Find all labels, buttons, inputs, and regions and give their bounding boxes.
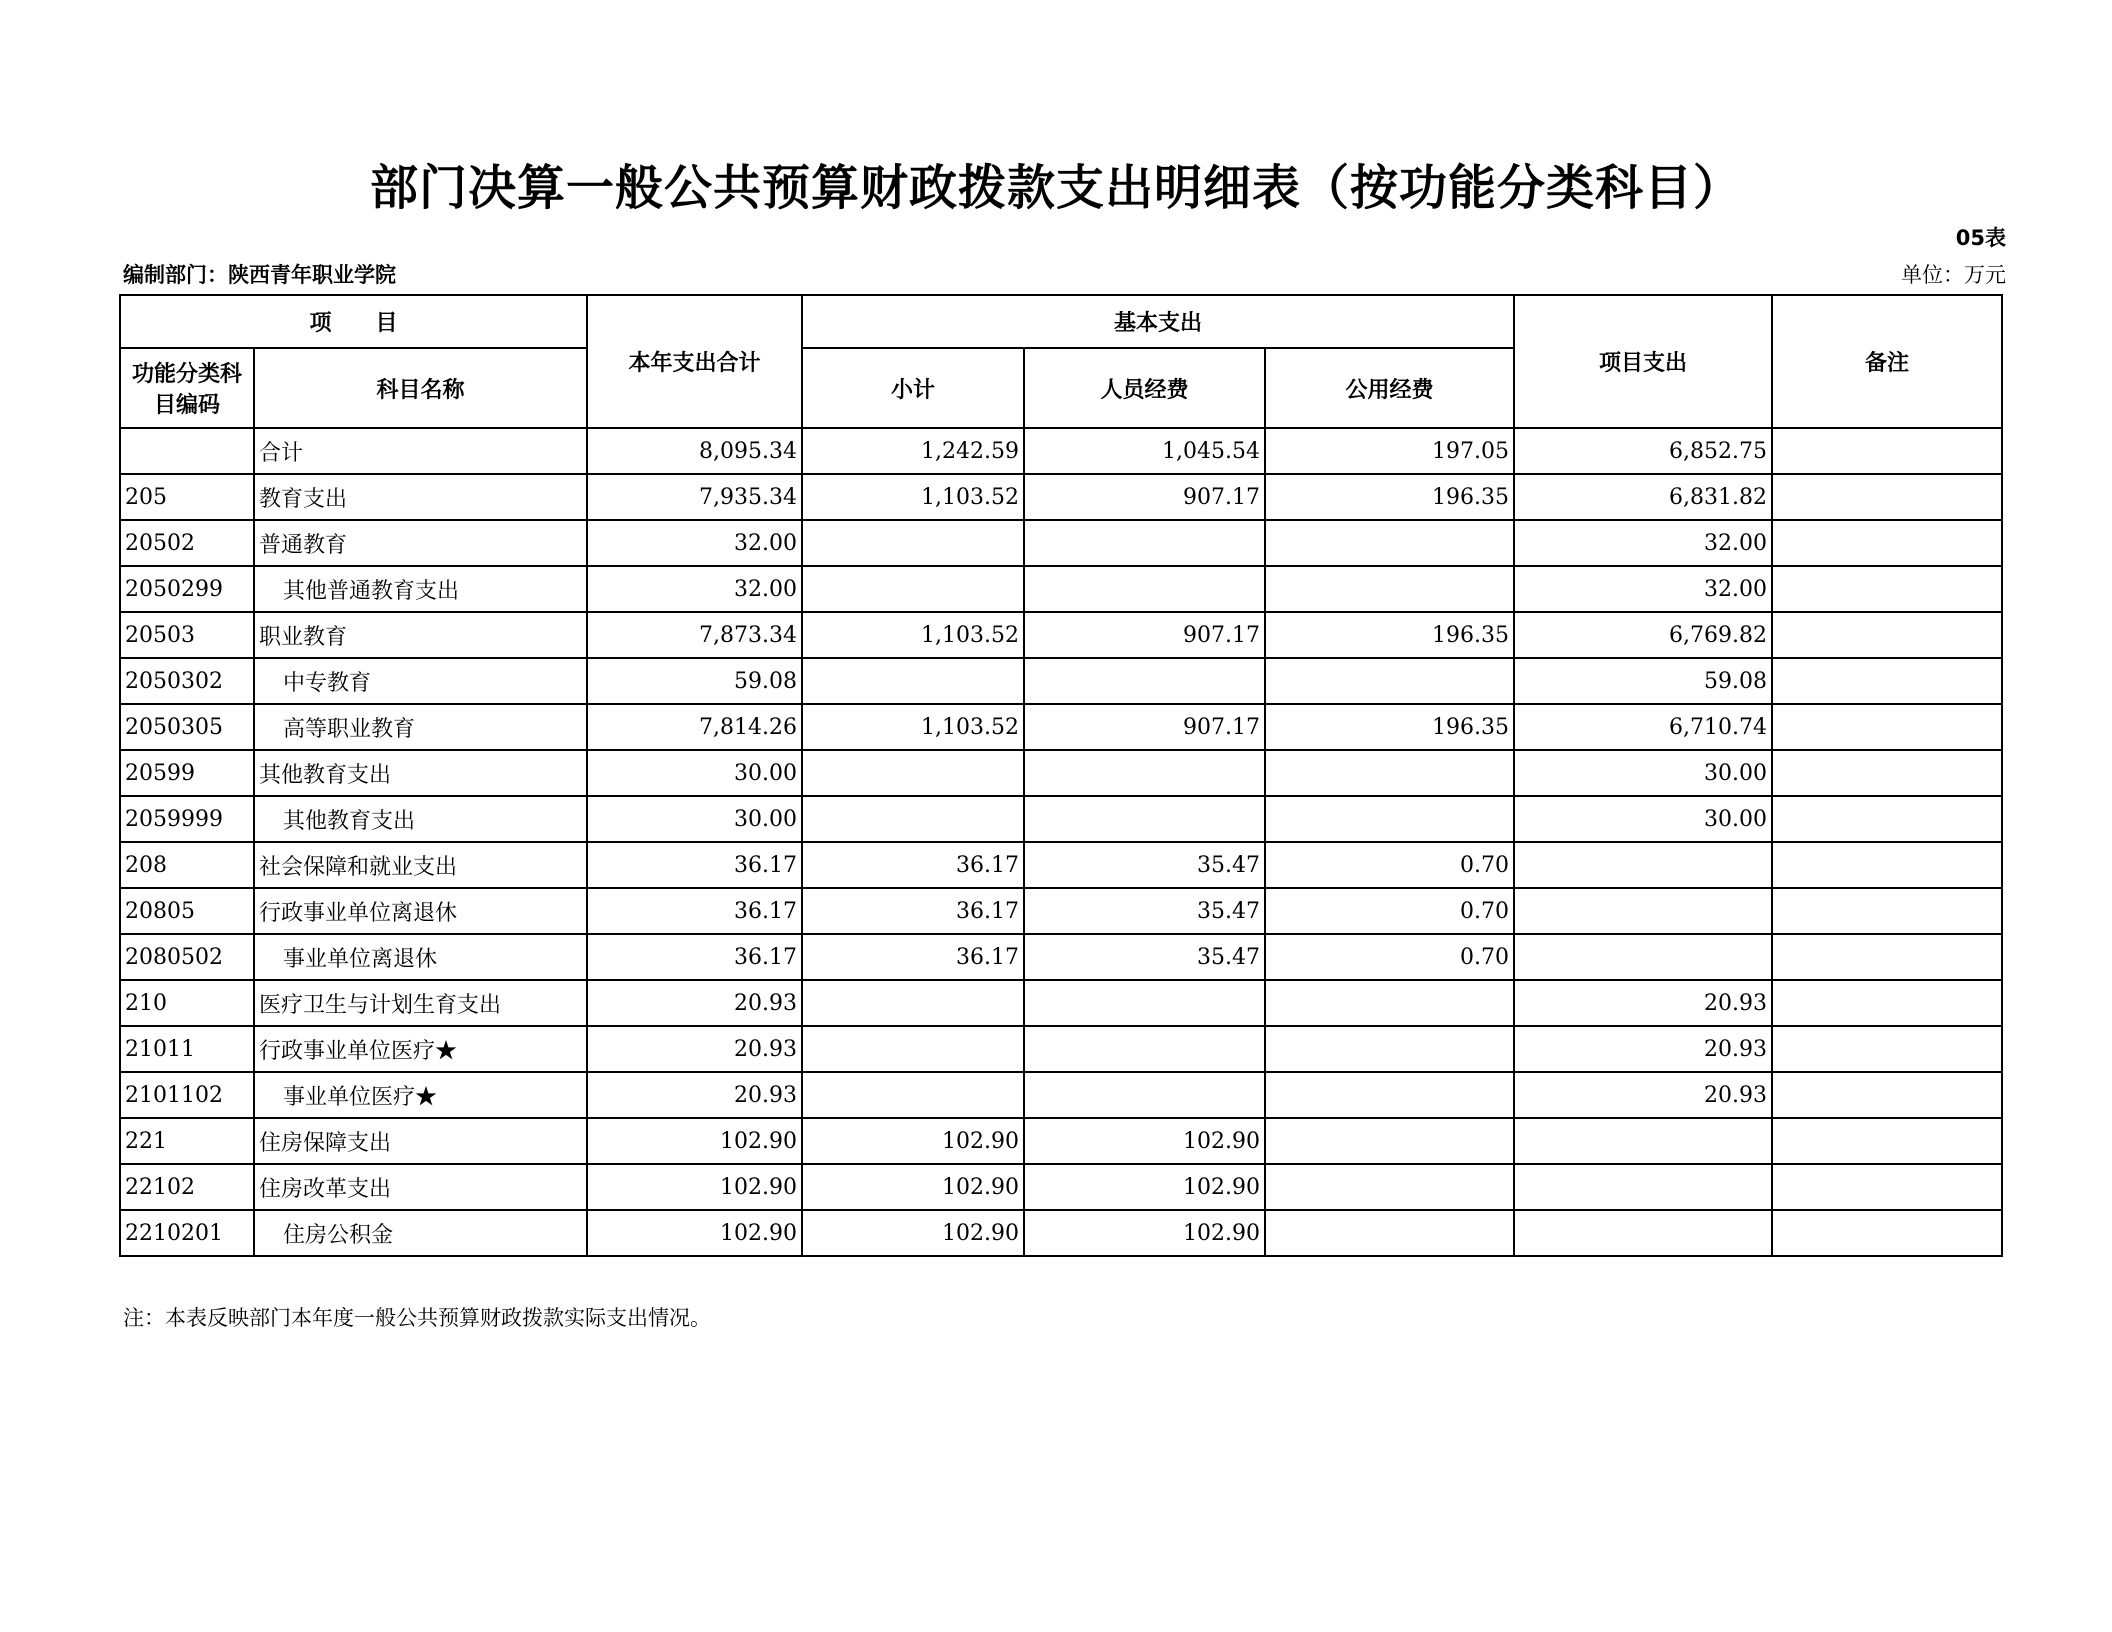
cell-personnel [1024,796,1265,842]
cell-project: 32.00 [1514,566,1772,612]
cell-public: 197.05 [1265,428,1514,474]
header-func-code: 功能分类科目编码 [120,348,254,428]
cell-remark [1772,750,2002,796]
table-row [120,704,2002,750]
header-total: 本年支出合计 [587,295,802,428]
cell-project: 20.93 [1514,980,1772,1026]
cell-personnel [1024,566,1265,612]
cell-personnel: 102.90 [1024,1118,1265,1164]
cell-remark [1772,520,2002,566]
cell-project: 59.08 [1514,658,1772,704]
cell-public [1265,796,1514,842]
cell-personnel [1024,520,1265,566]
cell-total: 7,814.26 [587,704,802,750]
cell-public: 196.35 [1265,612,1514,658]
cell-remark [1772,934,2002,980]
cell-subtotal: 102.90 [802,1164,1024,1210]
cell-remark [1772,980,2002,1026]
cell-subject-name: 行政事业单位医疗★ [254,1026,587,1072]
table-row [120,1164,2002,1210]
table-row [120,520,2002,566]
cell-subject-name: 高等职业教育 [254,704,587,750]
cell-code: 20503 [120,612,254,658]
cell-public [1265,566,1514,612]
cell-personnel: 102.90 [1024,1210,1265,1256]
cell-code: 2050302 [120,658,254,704]
page-title: 部门决算一般公共预算财政拨款支出明细表（按功能分类科目） [369,160,1742,216]
cell-total: 20.93 [587,1072,802,1118]
cell-public [1265,750,1514,796]
header-project: 项目支出 [1514,295,1772,428]
footnote: 注：本表反映部门本年度一般公共预算财政拨款实际支出情况。 [123,1306,711,1330]
cell-public: 0.70 [1265,934,1514,980]
cell-subject-name: 中专教育 [254,658,587,704]
cell-subtotal: 36.17 [802,888,1024,934]
cell-remark [1772,1026,2002,1072]
cell-project [1514,1210,1772,1256]
cell-subject-name: 教育支出 [254,474,587,520]
cell-subtotal [802,658,1024,704]
cell-code: 2059999 [120,796,254,842]
cell-subject-name: 行政事业单位离退休 [254,888,587,934]
cell-personnel: 35.47 [1024,888,1265,934]
table-row [120,1026,2002,1072]
cell-public [1265,658,1514,704]
cell-code: 205 [120,474,254,520]
cell-remark [1772,566,2002,612]
cell-remark [1772,1118,2002,1164]
cell-public: 0.70 [1265,888,1514,934]
cell-total: 36.17 [587,934,802,980]
cell-code: 2050299 [120,566,254,612]
cell-code: 20805 [120,888,254,934]
cell-public [1265,1210,1514,1256]
cell-subtotal [802,1026,1024,1072]
header-personnel: 人员经费 [1024,348,1265,428]
cell-public [1265,520,1514,566]
table-row [120,428,2002,474]
table-row [120,980,2002,1026]
cell-remark [1772,1210,2002,1256]
cell-subtotal [802,796,1024,842]
cell-total: 102.90 [587,1164,802,1210]
cell-subject-name: 职业教育 [254,612,587,658]
header-subtotal: 小计 [802,348,1024,428]
cell-subtotal [802,980,1024,1026]
cell-personnel: 907.17 [1024,704,1265,750]
cell-project: 20.93 [1514,1026,1772,1072]
cell-personnel: 907.17 [1024,612,1265,658]
cell-remark [1772,1072,2002,1118]
cell-total: 7,873.34 [587,612,802,658]
table-number: 05表 [1955,226,2006,250]
header-basic: 基本支出 [802,295,1514,348]
cell-public [1265,1164,1514,1210]
header-item: 项 目 [120,295,587,348]
cell-total: 8,095.34 [587,428,802,474]
expenditure-table [119,294,2003,1257]
table-row [120,1118,2002,1164]
table-row [120,1072,2002,1118]
table-row [120,750,2002,796]
cell-project: 6,831.82 [1514,474,1772,520]
cell-total: 20.93 [587,980,802,1026]
cell-code: 21011 [120,1026,254,1072]
cell-project [1514,1118,1772,1164]
cell-personnel: 1,045.54 [1024,428,1265,474]
cell-subject-name: 普通教育 [254,520,587,566]
cell-code: 210 [120,980,254,1026]
cell-subtotal: 102.90 [802,1118,1024,1164]
cell-subject-name: 其他普通教育支出 [254,566,587,612]
cell-project: 6,710.74 [1514,704,1772,750]
cell-subtotal: 1,103.52 [802,612,1024,658]
cell-project [1514,842,1772,888]
cell-code: 20599 [120,750,254,796]
cell-subject-name: 其他教育支出 [254,750,587,796]
cell-total: 32.00 [587,566,802,612]
table-row [120,658,2002,704]
cell-remark [1772,888,2002,934]
cell-total: 30.00 [587,796,802,842]
cell-subject-name: 其他教育支出 [254,796,587,842]
cell-subject-name: 医疗卫生与计划生育支出 [254,980,587,1026]
cell-subtotal: 102.90 [802,1210,1024,1256]
cell-remark [1772,842,2002,888]
cell-personnel: 35.47 [1024,842,1265,888]
table-row [120,566,2002,612]
table-row [120,474,2002,520]
table-row [120,842,2002,888]
cell-code: 22102 [120,1164,254,1210]
cell-project: 6,769.82 [1514,612,1772,658]
cell-public [1265,1026,1514,1072]
unit-label: 单位：万元 [1901,263,2006,287]
header-public: 公用经费 [1265,348,1514,428]
cell-remark [1772,1164,2002,1210]
cell-project [1514,1164,1772,1210]
cell-code [120,428,254,474]
cell-remark [1772,474,2002,520]
cell-personnel: 102.90 [1024,1164,1265,1210]
cell-subject-name: 合计 [254,428,587,474]
cell-subtotal [802,750,1024,796]
cell-subject-name: 住房公积金 [254,1210,587,1256]
cell-remark [1772,612,2002,658]
cell-total: 36.17 [587,888,802,934]
cell-personnel [1024,658,1265,704]
cell-personnel [1024,1072,1265,1118]
cell-total: 102.90 [587,1118,802,1164]
cell-code: 2210201 [120,1210,254,1256]
cell-total: 102.90 [587,1210,802,1256]
cell-personnel [1024,980,1265,1026]
cell-project: 30.00 [1514,750,1772,796]
cell-subject-name: 社会保障和就业支出 [254,842,587,888]
table-row [120,796,2002,842]
table-row [120,1210,2002,1256]
cell-project: 32.00 [1514,520,1772,566]
cell-total: 20.93 [587,1026,802,1072]
table-row [120,888,2002,934]
table-row [120,934,2002,980]
cell-code: 20502 [120,520,254,566]
cell-subject-name: 事业单位医疗★ [254,1072,587,1118]
cell-subtotal: 1,103.52 [802,704,1024,750]
cell-total: 32.00 [587,520,802,566]
cell-remark [1772,428,2002,474]
cell-project [1514,888,1772,934]
table-body [120,428,2002,1256]
cell-code: 2050305 [120,704,254,750]
cell-subject-name: 住房改革支出 [254,1164,587,1210]
cell-code: 2101102 [120,1072,254,1118]
header-remark: 备注 [1772,295,2002,428]
cell-project: 30.00 [1514,796,1772,842]
header-subject-name: 科目名称 [254,348,587,428]
cell-subtotal: 36.17 [802,842,1024,888]
compiling-department: 编制部门：陕西青年职业学院 [123,263,396,287]
cell-personnel: 35.47 [1024,934,1265,980]
cell-public: 0.70 [1265,842,1514,888]
cell-project: 20.93 [1514,1072,1772,1118]
cell-total: 7,935.34 [587,474,802,520]
cell-personnel [1024,750,1265,796]
cell-public: 196.35 [1265,704,1514,750]
cell-subtotal: 36.17 [802,934,1024,980]
cell-total: 30.00 [587,750,802,796]
cell-subject-name: 事业单位离退休 [254,934,587,980]
cell-public [1265,1118,1514,1164]
cell-total: 36.17 [587,842,802,888]
cell-subject-name: 住房保障支出 [254,1118,587,1164]
cell-subtotal [802,566,1024,612]
cell-public: 196.35 [1265,474,1514,520]
cell-subtotal [802,520,1024,566]
cell-public [1265,1072,1514,1118]
cell-project [1514,934,1772,980]
cell-subtotal [802,1072,1024,1118]
cell-public [1265,980,1514,1026]
cell-code: 208 [120,842,254,888]
cell-code: 221 [120,1118,254,1164]
cell-total: 59.08 [587,658,802,704]
cell-remark [1772,796,2002,842]
cell-remark [1772,704,2002,750]
cell-remark [1772,658,2002,704]
cell-code: 2080502 [120,934,254,980]
table-row [120,612,2002,658]
cell-project: 6,852.75 [1514,428,1772,474]
cell-subtotal: 1,103.52 [802,474,1024,520]
cell-personnel: 907.17 [1024,474,1265,520]
cell-personnel [1024,1026,1265,1072]
cell-subtotal: 1,242.59 [802,428,1024,474]
